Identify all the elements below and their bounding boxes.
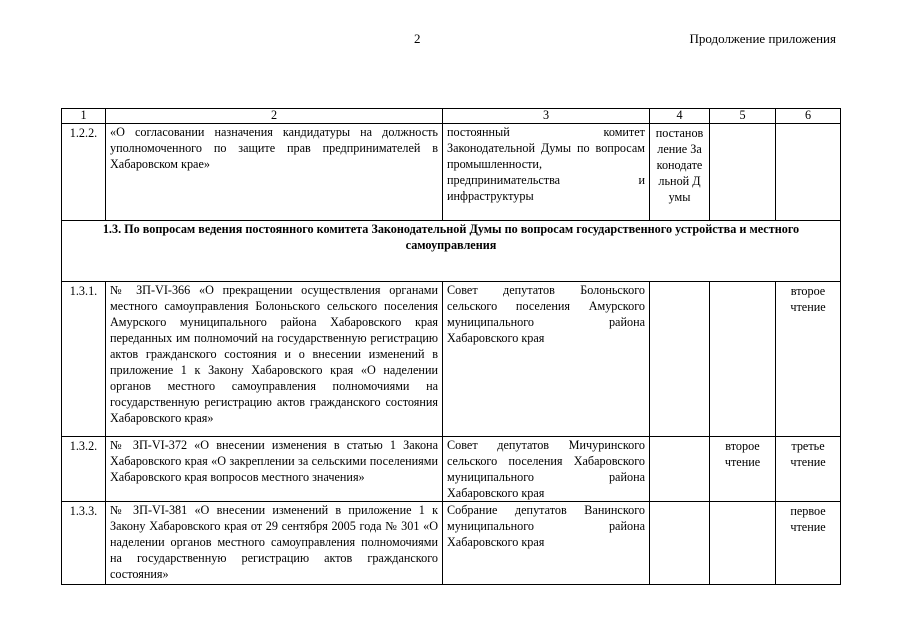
item-title: «О согласовании назначения кандидатуры на должность уполномоченного по защите прав предпринимателей в Хабаровском крае» [106,124,443,221]
table-row [62,502,841,585]
column-number: 4 [650,109,710,124]
item-reading-stage [776,437,841,502]
item-reading-stage [776,502,841,585]
item-initiator: Совет депутатов Болоньского сельского поселения Амурского муниципального района Хабаровского края [443,282,650,437]
column-number: 6 [776,109,841,124]
table-row [62,437,841,502]
item-title: № ЗП-VI-366 «О прекращении осуществления органами местного самоуправления Болоньского сельского поселения Амурского муниципального района Хабаровского края переданных им полномочий на государственную регистрацию актов гражданского состояния и о внесении изменений в приложение 1 к Закону Хабаровского края «О наделении органов местного самоуправления полномочиями на государственную регистрацию актов гражданского состояния Хабаровского края» [106,282,443,437]
item-col4 [650,502,710,585]
item-initiator: Собрание депутатов Ванинского муниципального района Хабаровского края [443,502,650,585]
item-reading-stage [776,282,841,437]
reading-stage-text: второе чтение [790,284,826,314]
item-col6 [776,124,841,221]
item-initiator: постоянный комитет Законодательной Думы по вопросам промышленности, предпринимательства и инфраструктуры [443,124,650,221]
item-title: № ЗП-VI-381 «О внесении изменений в приложение 1 к Закону Хабаровского края от 29 сентября 2005 года № 301 «О наделении органов местного самоуправления полномочиями на государственную регистрацию актов гражданского состояния» [106,502,443,585]
section-title: 1.3. По вопросам ведения постоянного комитета Законодательной Думы по вопросам государственного устройства и местного самоуправления [62,221,841,282]
reading-stage-text: третье чтение [790,439,826,469]
column-number-row [62,109,841,124]
item-col5 [710,502,776,585]
item-number: 1.3.3. [62,502,106,585]
reading-stage-text: второе чтение [724,439,761,469]
item-reading-stage [710,437,776,502]
item-title: № ЗП-VI-372 «О внесении изменения в статью 1 Закона Хабаровского края «О закреплении за сельскими поселениями Хабаровского края вопросов местного значения» [106,437,443,502]
page-number: 2 [414,31,421,46]
column-number: 1 [62,109,106,124]
document-type-text: постановление Законодательной Думы [655,126,704,204]
table-row [62,124,841,221]
column-number: 2 [106,109,443,124]
item-col4 [650,282,710,437]
item-col4 [650,437,710,502]
agenda-table [61,108,841,585]
reading-stage-text: первое чтение [790,504,826,534]
column-number: 5 [710,109,776,124]
item-number: 1.2.2. [62,124,106,221]
item-number: 1.3.1. [62,282,106,437]
continuation-label: Продолжение приложения [689,31,836,46]
item-col5 [710,282,776,437]
item-initiator: Совет депутатов Мичуринского сельского поселения Хабаровского муниципального района Хабаровского края [443,437,650,502]
column-number: 3 [443,109,650,124]
table-row [62,282,841,437]
item-number: 1.3.2. [62,437,106,502]
item-document-type [650,124,710,221]
item-col5 [710,124,776,221]
section-row [62,221,841,282]
